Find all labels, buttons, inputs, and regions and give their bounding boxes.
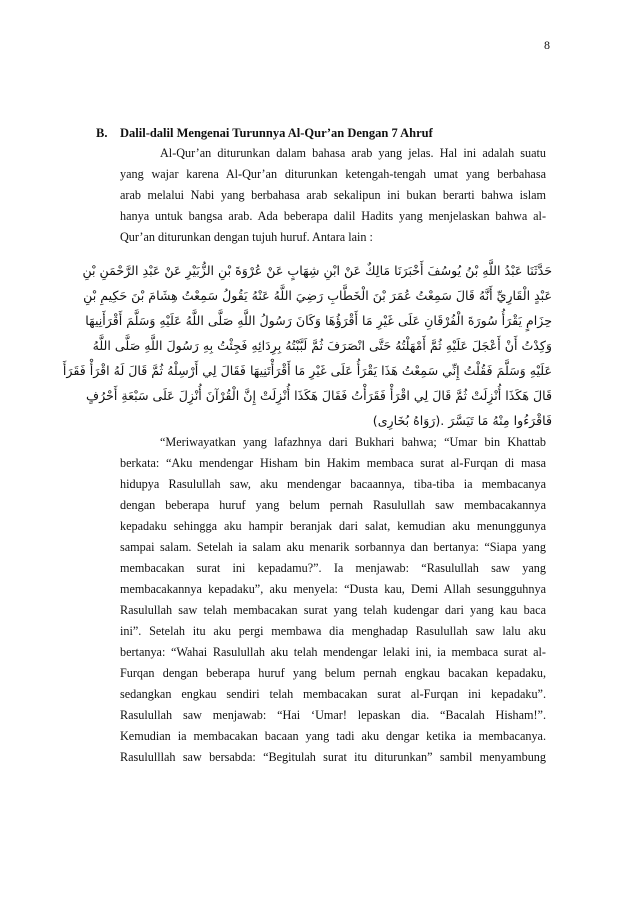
paragraph-line: yang wajar karena Al-Qur’an diturunkan ketengah-tengah umat yang berbahasa: [120, 167, 546, 181]
paragraph-line: Qur’an diturunkan dengan tujuh huruf. Antara lain :: [120, 230, 373, 244]
translation-line: Furqan dengan beberapa huruf yang belum pernah engkau bacakan kepadaku,: [120, 666, 546, 680]
translation-line: membacakan surat ini kepadamu?”. Ia menjawab: “Rasulullah saw yang: [120, 561, 546, 575]
translation-line: sampai salam. Setelah ia salam aku menarik sorbannya dan bertanya: “Siapa yang: [120, 540, 546, 554]
translation-line: berkata: “Aku mendengar Hisham bin Hakim membaca surat al-Furqan di masa: [120, 456, 546, 470]
arabic-line: فَاقْرَءُوا مِنْهُ مَا تَيَسَّرَ .(رَوَاهُ بُخَارِى): [372, 413, 552, 428]
paragraph-line: arab melalui Nabi yang berbahasa arab sekalipun ini bukan berarti bahwa islam: [120, 188, 546, 202]
translation-line: Rasulullah saw telah membacakan surat yang telah kudengar dari yang kau baca: [120, 603, 546, 617]
arabic-line: وَكِدْتُ أَنْ أَعْجَلَ عَلَيْهِ ثُمَّ أَمْهَلْتُهُ حَتَّى انْصَرَفَ ثُمَّ لَبَّبْتُهُ بِرِدَائِهِ فَجِئْتُ بِهِ رَسُولَ اللَّهِ صَلَّى اللَّهُ: [92, 338, 552, 353]
translation-line: sedangkan engkau sendiri telah membacakan surat al-Furqan ini kepadaku”.: [120, 687, 546, 701]
arabic-line: عَلَيْهِ وَسَلَّمَ فَقُلْتُ إِنِّي سَمِعْتُ هَذَا يَقْرَأُ عَلَى غَيْرِ مَا أَقْرَأْتَنِيهَا فَقَالَ لِي أَرْسِلْهُ ثُمَّ قَالَ لَهُ اقْرَأْ فَقَرَأَ: [62, 363, 552, 378]
section-marker: B.: [96, 126, 108, 140]
translation-paragraph: [120, 432, 546, 768]
translation-line: “Meriwayatkan yang lafazhnya dari Bukhari bahwa; “Umar bin Khattab: [160, 435, 546, 449]
arabic-line: حَدَّثَنَا عَبْدُ اللَّهِ بْنُ يُوسُفَ أَخْبَرَنَا مَالِكٌ عَنْ ابْنِ شِهَابٍ عَنْ عُرْوَةَ بْنِ الزُّبَيْرِ عَنْ عَبْدِ الرَّحْمَنِ بْنِ: [82, 263, 552, 278]
translation-line: Rasulullah saw menjawab: “Hai ‘Umar! lepaskan dia. “Bacalah Hisham!”.: [120, 708, 546, 722]
translation-line: kepadaku sehingga aku hampir beranjak dari salat, kemudian aku menunggunya: [120, 519, 546, 533]
section-heading: [96, 126, 556, 141]
translation-line: bertanya: “Wahai Rasulullah aku telah mendengar lelaki ini, ia membaca surat al-: [120, 645, 546, 659]
arabic-line: عَبْدٍ الْقَارِيِّ أَنَّهُ قَالَ سَمِعْتُ عُمَرَ بْنَ الْخَطَّابِ رَضِيَ اللَّهُ عَنْهُ يَقُولُ سَمِعْتُ هِشَامَ بْنَ حَكِيمِ بْنِ: [83, 288, 552, 303]
translation-line: ini”. Setelah itu aku pergi membawa dia menghadap Rasulullah saw lalu aku: [120, 624, 546, 638]
arabic-line: قَالَ هَكَذَا أُنْزِلَتْ ثُمَّ قَالَ لِي اقْرَأْ فَقَرَأْتُ فَقَالَ هَكَذَا أُنْزِلَتْ إِنَّ الْقُرْآنَ أُنْزِلَ عَلَى سَبْعَةِ أَحْرُفٍ: [86, 388, 552, 403]
page-number: 8: [544, 38, 550, 52]
paragraph-line: hanya untuk bangsa arab. Ada beberapa dalil Hadits yang menjelaskan bahwa al-: [120, 209, 546, 223]
translation-line: Kemudian ia membacakan bacaan yang tadi aku dengar ketika ia membacanya.: [120, 729, 546, 743]
hadith-arabic-text: [62, 258, 552, 433]
section-title: Dalil-dalil Mengenai Turunnya Al-Qur’an Dengan 7 Ahruf: [120, 126, 433, 140]
intro-paragraph: [120, 143, 546, 248]
arabic-line: حِزَامٍ يَقْرَأُ سُورَةَ الْفُرْقَانِ عَلَى غَيْرِ مَا أَقْرَؤُهَا وَكَانَ رَسُولُ اللَّهِ صَلَّى اللَّهُ عَلَيْهِ وَسَلَّمَ أَقْرَأَنِيهَا: [85, 313, 552, 328]
translation-line: dengan beberapa huruf yang belum pernah Rasulullah saw membacakannya: [120, 498, 546, 512]
translation-line: hidupya Rasulullah saw, aku mendengar bacaannya, tiba-tiba ia membacanya: [120, 477, 546, 491]
translation-line: membacakannya kepadaku”, aku menyela: “Dusta kau, Demi Allah sesungguhnya: [120, 582, 546, 596]
translation-line: Rasululllah saw bersabda: “Begitulah surat itu diturunkan” sambil menyambung: [120, 750, 546, 764]
paragraph-line: Al-Qur’an diturunkan dalam bahasa arab yang jelas. Hal ini adalah suatu: [160, 146, 546, 160]
